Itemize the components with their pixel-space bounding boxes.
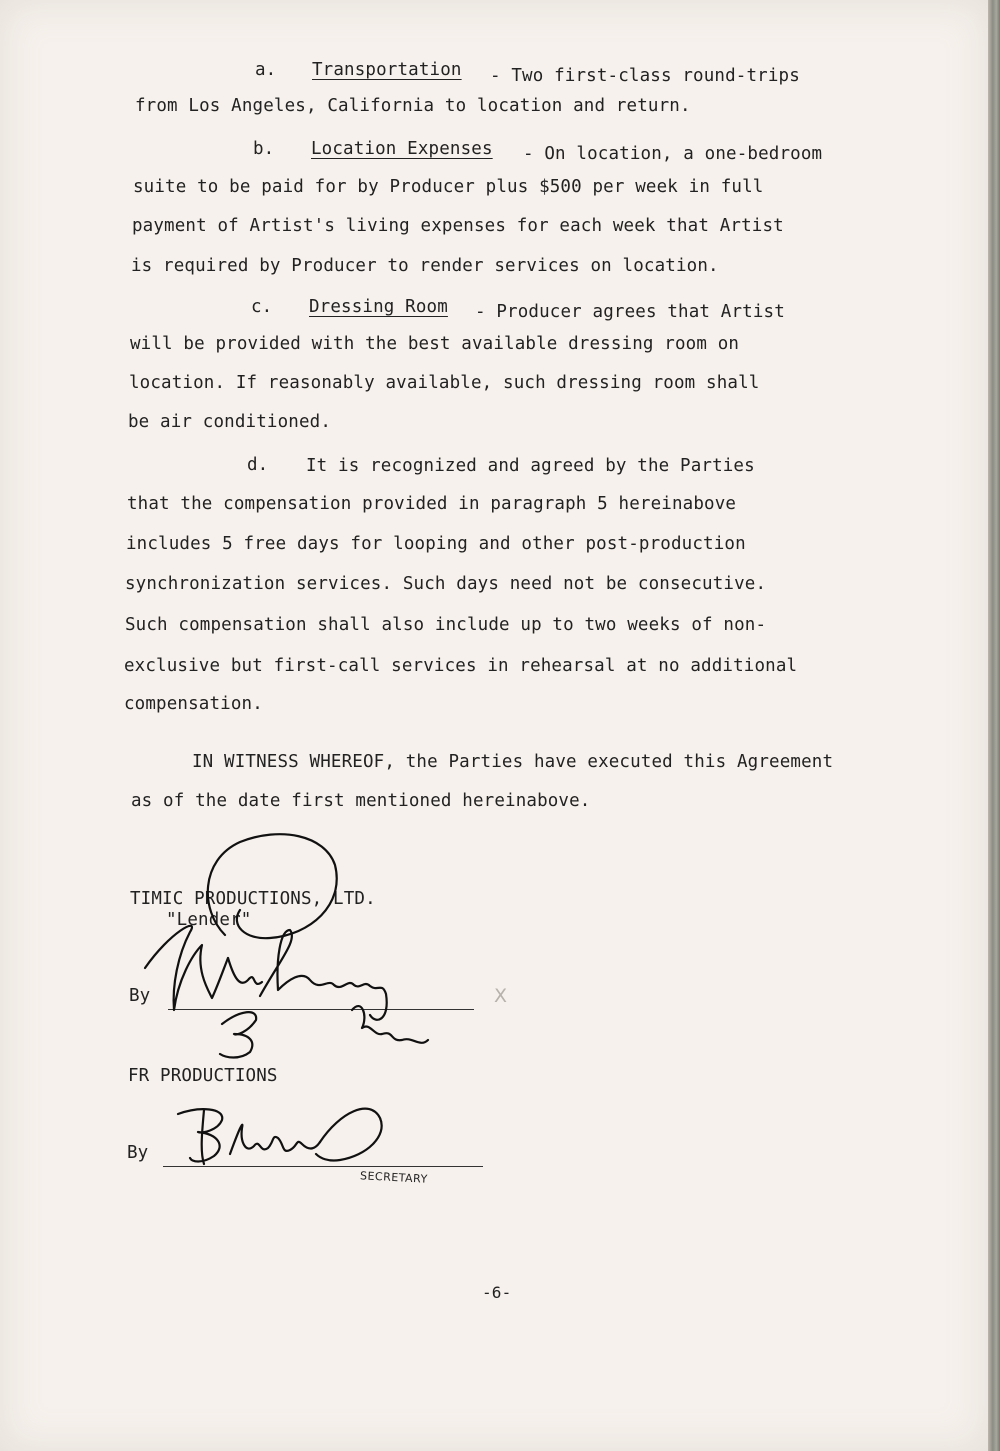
producer-by-label: By	[127, 1143, 149, 1163]
paragraph-d-label: d.	[247, 455, 269, 475]
paragraph-d-line-5: Such compensation shall also include up to two weeks of non-	[125, 615, 767, 635]
paragraph-b-line-2: suite to be paid for by Producer plus $500 per week in full	[133, 177, 764, 197]
paragraph-d-line-4: synchronization services. Such days need not be consecutive.	[125, 574, 767, 594]
paragraph-d-line-7: compensation.	[124, 694, 263, 714]
paragraph-a-heading: Transportation	[312, 60, 462, 80]
witness-line-2: as of the date first mentioned hereinabove.	[131, 791, 591, 811]
lender-company: TIMIC PRODUCTIONS, LTD.	[130, 889, 376, 909]
lender-x-mark: X	[494, 985, 508, 1007]
paragraph-a-label: a.	[255, 60, 277, 80]
paragraph-d-line-3: includes 5 free days for looping and other post-production	[126, 534, 746, 554]
producer-signature-image	[170, 1092, 390, 1172]
paragraph-c-label: c.	[251, 297, 273, 317]
lender-role: "Lender"	[166, 910, 252, 930]
producer-company: FR PRODUCTIONS	[128, 1066, 278, 1086]
paragraph-c-line-1: - Producer agrees that Artist	[475, 302, 785, 322]
paragraph-d-line-6: exclusive but first-call services in rehearsal at no additional	[124, 656, 798, 676]
paragraph-d-line-2: that the compensation provided in paragraph 5 hereinabove	[127, 494, 737, 514]
paragraph-b-heading: Location Expenses	[311, 139, 493, 159]
paragraph-c-line-4: be air conditioned.	[128, 412, 332, 432]
producer-title: SECRETARY	[359, 1169, 429, 1186]
paragraph-b-label: b.	[253, 139, 275, 159]
page-edge	[988, 0, 1000, 1451]
lender-by-label: By	[129, 986, 151, 1006]
page-number: -6-	[482, 1283, 512, 1302]
paragraph-b-line-1: - On location, a one-bedroom	[523, 144, 823, 164]
paragraph-a-line-1: - Two first-class round-trips	[490, 66, 800, 86]
paragraph-b-line-4: is required by Producer to render services on location.	[131, 256, 719, 276]
paragraph-c-line-3: location. If reasonably available, such dressing room shall	[129, 373, 760, 393]
paragraph-c-line-2: will be provided with the best available dressing room on	[130, 334, 740, 354]
paragraph-d-line-1: It is recognized and agreed by the Parties	[306, 456, 755, 476]
paragraph-a-line-2: from Los Angeles, California to location and return.	[135, 96, 691, 116]
paragraph-b-line-3: payment of Artist's living expenses for each week that Artist	[132, 216, 784, 236]
paragraph-c-heading: Dressing Room	[309, 297, 448, 317]
witness-line-1: IN WITNESS WHEREOF, the Parties have executed this Agreement	[192, 752, 834, 772]
lender-signature-image	[130, 820, 450, 1080]
